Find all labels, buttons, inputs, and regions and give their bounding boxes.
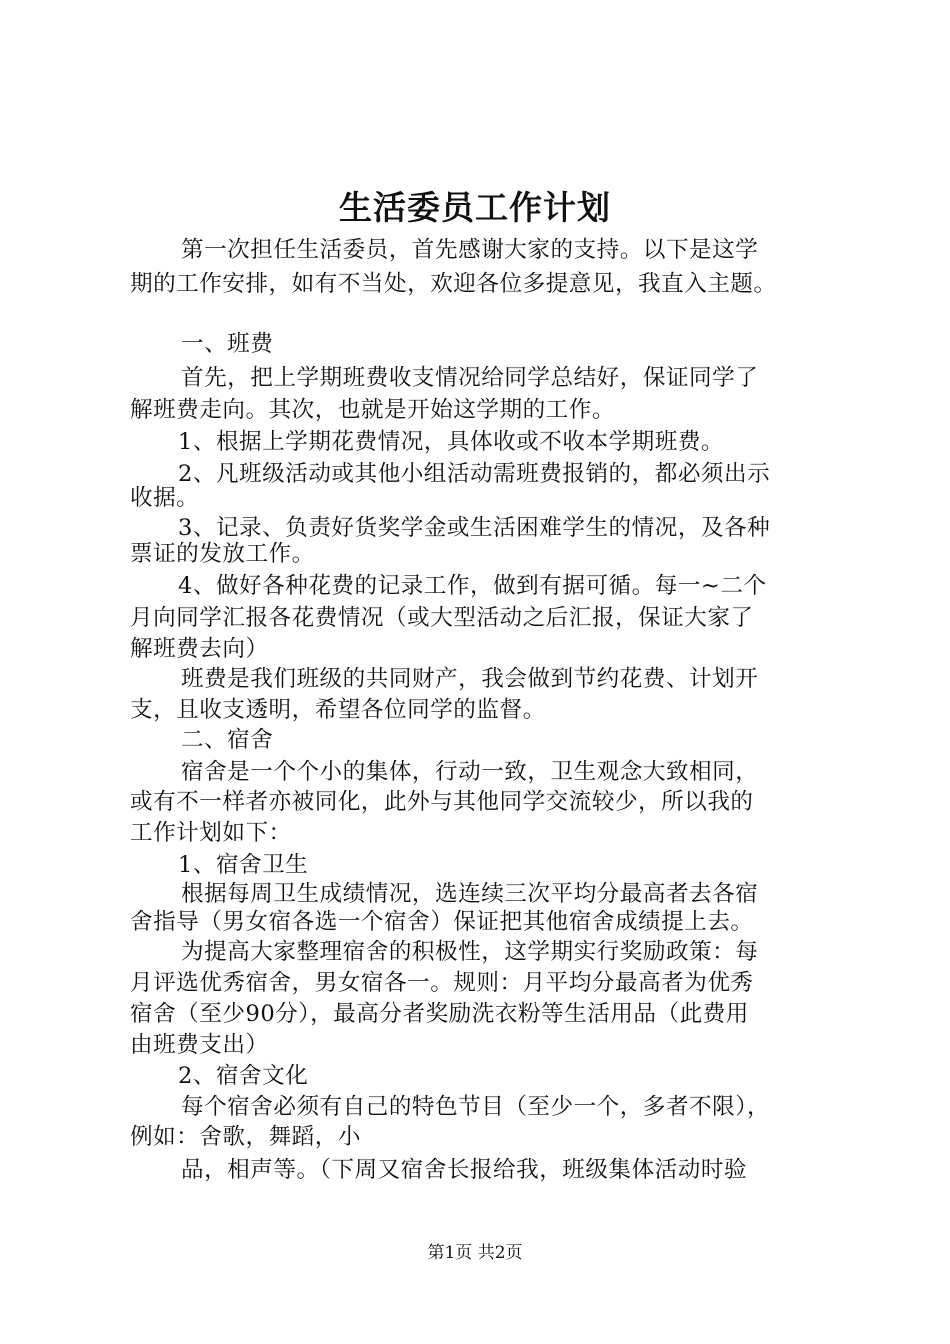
document-title: 生活委员工作计划 [339,188,611,227]
text-line: 收据。 [130,485,200,511]
text-line: 品，相声等。（下周又宿舍长报给我，班级集体活动时验 [181,1157,748,1183]
subsection-heading: 2、宿舍文化 [178,1063,309,1089]
text-line: 为提高大家整理宿舍的积极性，这学期实行奖励政策：每 [181,939,759,965]
text-line: 每个宿舍必须有自己的特色节目（至少一个，多者不限）， [181,1094,771,1120]
text-line: 月评选优秀宿舍，男女宿各一。规则：月平均分最高者为优秀 [130,970,754,996]
text-line: 第一次担任生活委员，首先感谢大家的支持。以下是这学 [181,237,759,263]
text-line: 舍指导（男女宿各选一个宿舍）保证把其他宿舍成绩提上去。 [130,909,754,935]
text-line: 例如：舍歌，舞蹈，小 [130,1124,361,1150]
text-line: 3、记录、负责好货奖学金或生活困难学生的情况，及各种 [178,515,771,541]
text-line: 2、凡班级活动或其他小组活动需班费报销的，都必须出示 [178,461,771,487]
text-line: 宿舍（至少90分），最高分者奖励洗衣粉等生活用品（此费用 [130,1001,749,1027]
text-line: 4、做好各种花费的记录工作，做到有据可循。每一~二个 [178,573,767,599]
text-line: 票证的发放工作。 [130,541,315,567]
text-line: 1、根据上学期花费情况，具体收或不收本学期班费。 [178,429,725,455]
text-line: 由班费支出） [130,1032,269,1058]
subsection-heading: 1、宿舍卫生 [178,852,309,878]
text-line: 月向同学汇报各花费情况（或大型活动之后汇报，保证大家了 [130,605,754,631]
page-footer: 第1页 共2页 [427,1243,523,1263]
text-line: 支，且收支透明，希望各位同学的监督。 [130,697,546,723]
section-heading: 一、班费 [181,331,274,357]
text-line: 工作计划如下： [130,820,292,846]
text-line: 宿舍是一个个小的集体，行动一致，卫生观念大致相同， [181,759,759,785]
text-line: 解班费去向） [130,636,269,662]
text-line: 解班费走向。其次，也就是开始这学期的工作。 [130,397,615,423]
text-line: 根据每周卫生成绩情况，选连续三次平均分最高者去各宿 [181,881,759,907]
text-line: 或有不一样者亦被同化，此外与其他同学交流较少，所以我的 [130,789,754,815]
text-line: 班费是我们班级的共同财产，我会做到节约花费、计划开 [181,666,759,692]
section-heading: 二、宿舍 [181,727,274,753]
text-line: 期的工作安排，如有不当处，欢迎各位多提意见，我直入主题。 [130,271,777,297]
text-line: 首先，把上学期班费收支情况给同学总结好，保证同学了 [181,365,759,391]
